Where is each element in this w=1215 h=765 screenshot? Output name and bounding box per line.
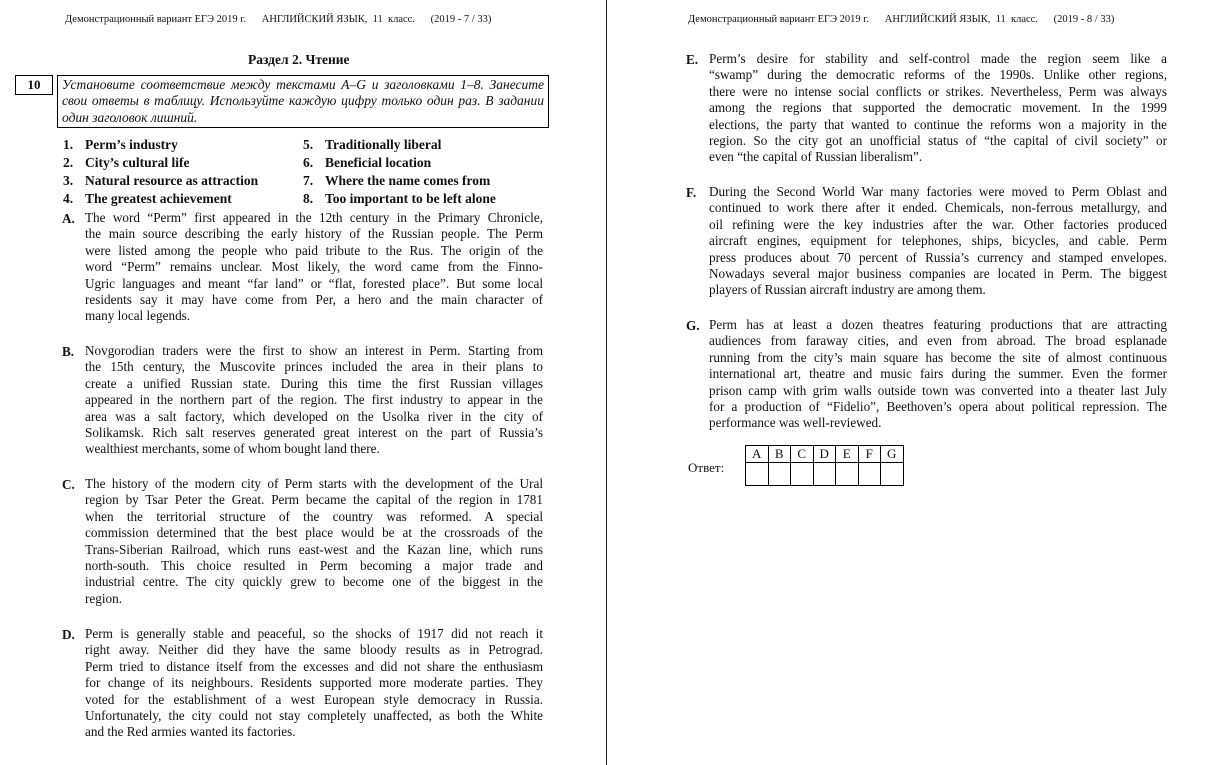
task-instruction: Установите соответствие между текстами A–G и заголовками 1–8. Занесите свои ответы в таблицу. Используйте каждую цифру только один раз. В задании один заголовок лишний.: [57, 75, 549, 128]
section-title: Раздел 2. Чтение: [248, 52, 350, 67]
passage-line: oil refining were the key industries after the war. Other factories produced: [709, 216, 1167, 232]
passage-line: Perm has at least a dozen theatres featuring productions that are attracting: [709, 317, 1167, 332]
passage-letter: E.: [686, 52, 699, 67]
answer-column-header: E: [836, 446, 859, 463]
passage-line: voted for the establishment of a west European style democracy in Russia.: [85, 691, 543, 707]
passage-line: appeared in the northern part of the region. The first industry to appear in the: [85, 392, 543, 408]
passage-e: [686, 51, 1167, 166]
passage-line: region by Tsar Peter the Great. Perm became the capital of the region in 1781: [85, 492, 543, 508]
passage-line: for a production of “Fidelio”, Beethoven’s opera about political repression. The: [709, 399, 1167, 415]
passage-line: players of Russian aircraft industry are among them.: [709, 282, 986, 298]
passage-line: performance was well-reviewed.: [709, 415, 882, 431]
passage-line: the 15th century, the Muscovite princes included the area in their plans to: [85, 359, 543, 375]
task-number: 10: [15, 75, 53, 95]
passage-line: were listed among the people who paid tribute to the Rus. The origin of the: [85, 242, 543, 258]
passage-line: area was a salt factory, which developed on the Usolka river in the city of: [85, 408, 543, 424]
passage-line: for change of its neighbours. Residents supported more moderate parties. They: [85, 675, 543, 691]
passage-line: the main source describing the early history of the Russian people. The Perm: [85, 226, 543, 242]
passage-line: region. So the city got an unofficial status of “the capital of civil society” or: [709, 133, 1167, 149]
passage-f: [686, 184, 1167, 299]
passage-line: running from the city’s main square has become the site of almost continuous: [709, 349, 1167, 365]
passage-line: The word “Perm” first appeared in the 12th century in the Primary Chronicle,: [85, 210, 543, 225]
passage-line: and the Red armies wanted its factories.: [85, 724, 296, 740]
heading-item: 4. The greatest achievement: [63, 191, 232, 206]
passage-b: [62, 343, 543, 458]
heading-item: 8. Too important to be left alone: [303, 191, 496, 206]
passage-line: create a unified Russian state. During this time the first Russian villages: [85, 375, 543, 391]
passage-line: many local legends.: [85, 308, 191, 324]
passage-letter: B.: [62, 344, 75, 359]
passage-letter: F.: [686, 185, 697, 200]
passage-line: The history of the modern city of Perm starts with the development of the Ural: [85, 476, 543, 491]
passage-line: Trans-Siberian Railroad, which runs east-west and the Kazan line, which runs: [85, 541, 543, 557]
passage-line: Novgorodian traders were the first to show an interest in Perm. Starting from: [85, 343, 543, 358]
passage-letter: C.: [62, 477, 75, 492]
answer-column-header: G: [881, 446, 904, 463]
passage-line: north-south. This choice resulted in Perm becoming a major trade and: [85, 558, 543, 574]
passage-letter: D.: [62, 627, 75, 642]
answer-column-header: B: [768, 446, 791, 463]
passage-line: elections, the party that wanted to continue the reforms won a majority in the: [709, 116, 1167, 132]
passage-g: [686, 317, 1167, 432]
answer-column-header: A: [746, 446, 769, 463]
heading-item: 6. Beneficial location: [303, 155, 432, 170]
passage-line: Solikamsk. Rich salt reserves generated great interest on the part of Russia’s: [85, 425, 543, 441]
answer-column-header: F: [858, 446, 881, 463]
passage-letter: A.: [62, 211, 75, 226]
answer-column-header: D: [813, 446, 836, 463]
answer-label: Ответ:: [688, 460, 725, 475]
passage-line: Perm is generally stable and peaceful, so the shocks of 1917 did not reach it: [85, 626, 543, 641]
passage-letter: G.: [686, 318, 700, 333]
passage-line: word “Perm” remains unclear. Most likely, the word came from the Finno-: [85, 259, 543, 275]
answer-cell[interactable]: [768, 463, 791, 486]
answer-cell[interactable]: [813, 463, 836, 486]
passage-line: audiences from faraway cities, and even from abroad. The broad esplanade: [709, 333, 1167, 349]
passage-line: region.: [85, 590, 122, 606]
passage-line: right away. Neither did they have the same bloody results as in Petrograd.: [85, 642, 543, 658]
passage-line: Ugric languages and meant “far land” or “flat, forested place”. But some local: [85, 275, 543, 291]
passage-line: “swamp” during the democratic reforms of the 1990s. Unlike other regions,: [709, 67, 1167, 83]
answer-cell[interactable]: [836, 463, 859, 486]
answer-cell[interactable]: [858, 463, 881, 486]
passage-line: During the Second World War many factories were moved to Perm Oblast and: [709, 184, 1167, 199]
passage-d: [62, 626, 543, 741]
heading-item: 5. Traditionally liberal: [303, 137, 442, 152]
answer-cell[interactable]: [791, 463, 814, 486]
passage-a: [62, 210, 543, 325]
passage-line: international art, theatre and music fairs during the summer. Even the former: [709, 366, 1167, 382]
passage-c: [62, 476, 543, 607]
heading-item: 1. Perm’s industry: [63, 137, 178, 152]
passage-line: aircraft engines, equipment for telephones, ships, bicycles, and cable. Perm: [709, 233, 1167, 249]
passage-line: prison camp with grim walls outside town was converted into a theater last July: [709, 382, 1167, 398]
page-header-left: Демонстрационный вариант ЕГЭ 2019 г. АНГЛИЙСКИЙ ЯЗЫК, 11 класс. (2019 - 7 / 33): [65, 14, 492, 25]
passage-line: press produces about 70 percent of Russia’s currency and stamped envelopes.: [709, 249, 1167, 265]
passage-line: there were no intense social conflicts or strikes. Nevertheless, Perm was always: [709, 83, 1167, 99]
heading-item: 3. Natural resource as attraction: [63, 173, 259, 188]
page-header-right: Демонстрационный вариант ЕГЭ 2019 г. АНГЛИЙСКИЙ ЯЗЫК, 11 класс. (2019 - 8 / 33): [688, 14, 1115, 25]
heading-item: 7. Where the name comes from: [303, 173, 491, 188]
heading-item: 2. City’s cultural life: [63, 155, 190, 170]
passage-line: Perm’s desire for stability and self-control made the region seem like a: [709, 51, 1167, 66]
page-divider: [606, 0, 607, 765]
passage-line: commission determined that the best place would be at the crossroads of the: [85, 525, 543, 541]
passage-line: even “the capital of Russian liberalism”.: [709, 149, 923, 165]
answer-table: [745, 445, 904, 486]
passage-line: residents say it may have come from Per, a hero and the main character of: [85, 292, 543, 308]
passage-line: wealthiest merchants, some of whom bought land there.: [85, 441, 380, 457]
passage-line: continued to work there after it ended. Chemicals, non-ferrous metallurgy, and: [709, 200, 1167, 216]
passage-line: industrial centre. The city quickly grew to become one of the biggest in the: [85, 574, 543, 590]
answer-cell[interactable]: [746, 463, 769, 486]
passage-line: Perm tried to distance itself from the excesses and did not share the enthusiasm: [85, 658, 543, 674]
passage-line: Unfortunately, the city could not stay completely unaffected, as both the White: [85, 708, 543, 724]
answer-column-header: C: [791, 446, 814, 463]
passage-line: when the territorial structure of the country was reformed. A special: [85, 508, 543, 524]
passage-line: Nowadays several major business companies are located in Perm. The biggest: [709, 266, 1167, 282]
answer-cell[interactable]: [881, 463, 904, 486]
passage-line: among the regions that supported the democratic movement. In the 1999: [709, 100, 1167, 116]
